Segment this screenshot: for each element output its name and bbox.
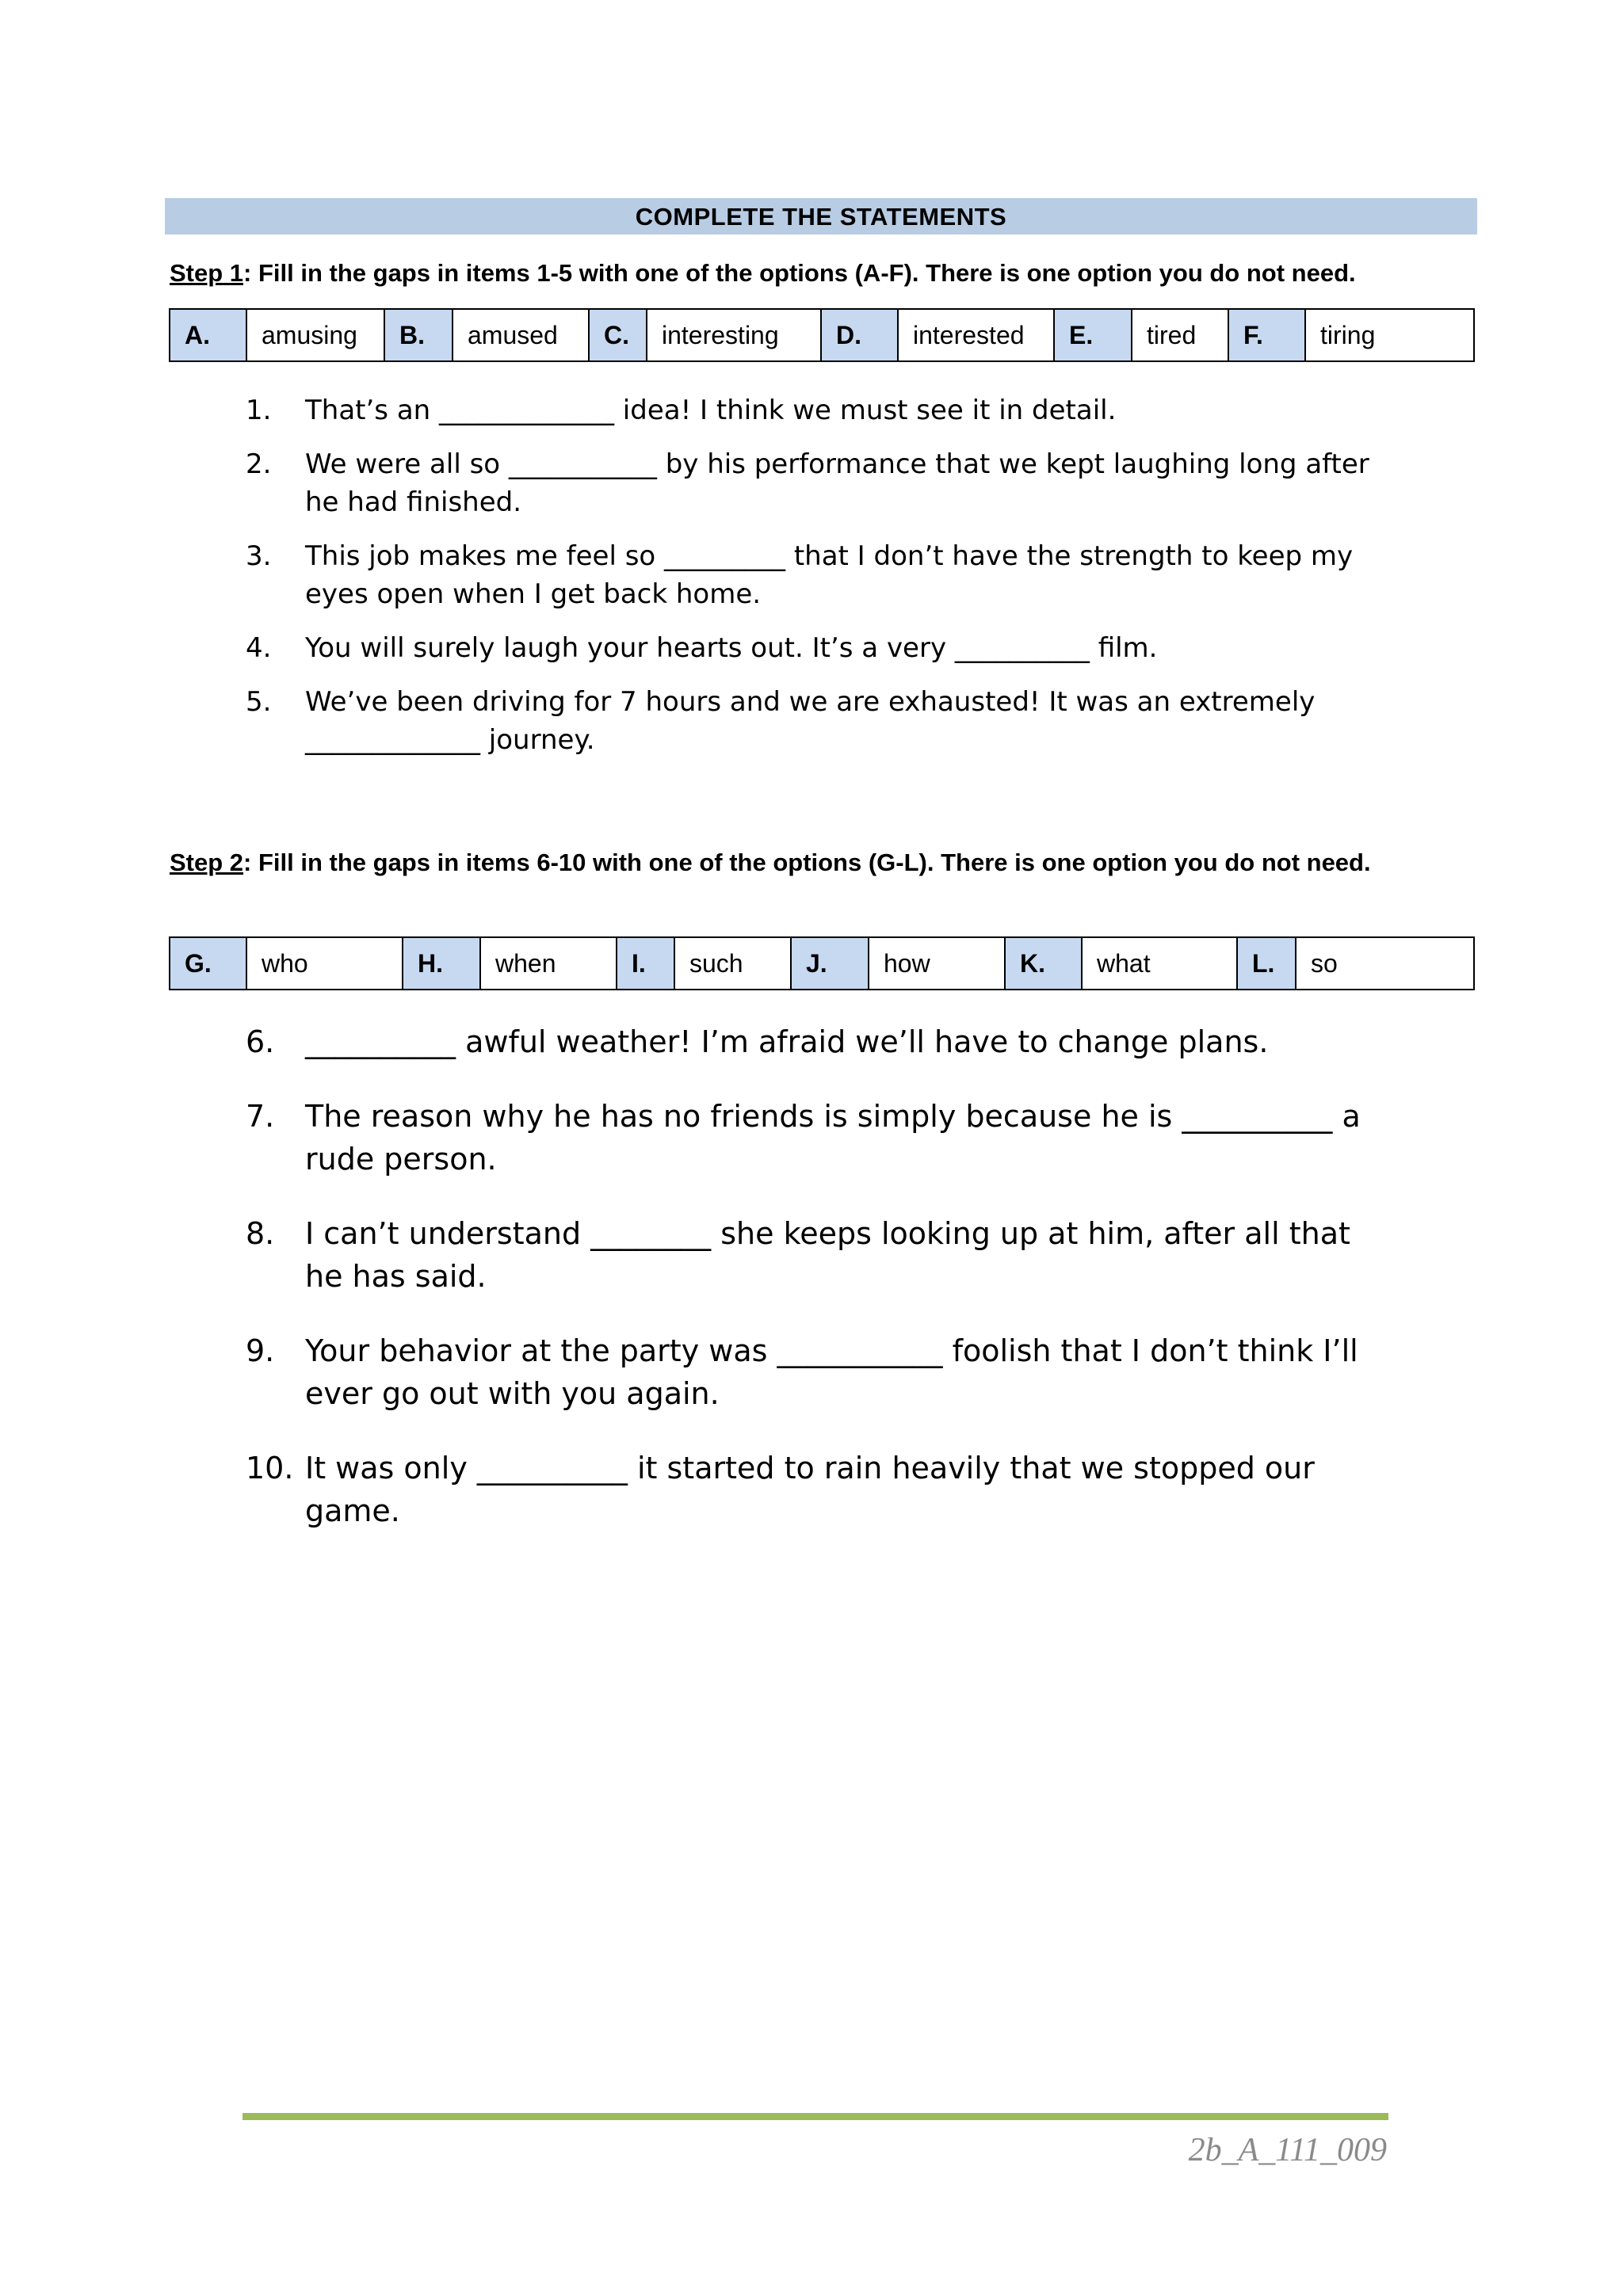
item-number: 8.: [246, 1216, 275, 1251]
step-1-text: : Fill in the gaps in items 1-5 with one of the options (A-F). There is one option you do not need.: [243, 259, 1356, 287]
option-word: amusing: [246, 309, 384, 361]
item-text: I can’t understand ________ she keeps looking up at him, after all that he has said.: [305, 1216, 1350, 1294]
item-number: 4.: [246, 632, 272, 664]
footer-divider: [242, 2113, 1388, 2120]
worksheet-title: COMPLETE THE STATEMENTS: [165, 198, 1477, 235]
list-item: [246, 1212, 1387, 1298]
list-item: [246, 1095, 1387, 1180]
step-1-instruction: [170, 255, 1472, 292]
option-letter: H.: [403, 937, 480, 990]
step-1-label: Step 1: [170, 259, 244, 287]
option-word: tiring: [1305, 309, 1474, 361]
item-number: 5.: [246, 686, 272, 718]
list-item: [246, 1447, 1387, 1532]
list-item: [246, 537, 1387, 613]
option-word: interesting: [647, 309, 821, 361]
option-letter: L.: [1237, 937, 1296, 990]
option-letter: J.: [791, 937, 869, 990]
list-item: [246, 391, 1387, 429]
option-word: when: [480, 937, 617, 990]
list-item: [246, 629, 1387, 667]
item-number: 1.: [246, 395, 272, 426]
option-word: who: [246, 937, 403, 990]
item-text: We’ve been driving for 7 hours and we are exhausted! It was an extremely _____________ journey.: [305, 686, 1316, 756]
option-letter: D.: [821, 309, 898, 361]
option-letter: I.: [617, 937, 674, 990]
option-letter: C.: [589, 309, 647, 361]
item-text: You will surely laugh your hearts out. It’s a very __________ film.: [305, 632, 1158, 664]
item-text: This job makes me feel so _________ that I don’t have the strength to keep my eyes open when I get back home.: [305, 540, 1354, 610]
item-number: 2.: [246, 448, 272, 480]
option-letter: F.: [1228, 309, 1305, 361]
item-text: __________ awful weather! I’m afraid we’ll have to change plans.: [305, 1024, 1269, 1059]
item-number: 9.: [246, 1333, 275, 1368]
items-list-6-10: [246, 1020, 1387, 1564]
item-text: Your behavior at the party was ___________ foolish that I don’t think I’ll ever go out with you again.: [305, 1333, 1358, 1411]
option-word: amused: [453, 309, 589, 361]
options-row: [170, 937, 1474, 990]
list-item: [246, 445, 1387, 521]
item-text: The reason why he has no friends is simply because he is __________ a rude person.: [305, 1099, 1361, 1177]
step-2-instruction: [170, 845, 1472, 881]
item-number: 7.: [246, 1099, 275, 1134]
option-letter: B.: [384, 309, 453, 361]
list-item: [246, 1329, 1387, 1415]
option-letter: K.: [1005, 937, 1082, 990]
option-word: tired: [1132, 309, 1228, 361]
option-word: such: [674, 937, 791, 990]
list-item: [246, 1020, 1387, 1063]
options-row: [170, 309, 1474, 361]
document-code: 2b_A_111_009: [1188, 2132, 1387, 2168]
list-item: [246, 683, 1387, 759]
option-word: so: [1296, 937, 1474, 990]
option-letter: A.: [170, 309, 246, 361]
item-text: That’s an _____________ idea! I think we must see it in detail.: [305, 395, 1117, 426]
item-number: 10.: [246, 1451, 294, 1486]
items-list-1-5: [246, 391, 1387, 775]
options-table-g-l: [169, 936, 1475, 990]
item-number: 6.: [246, 1024, 275, 1059]
step-2-text: : Fill in the gaps in items 6-10 with one of the options (G-L). There is one option you do not need.: [243, 849, 1371, 876]
option-word: interested: [898, 309, 1054, 361]
option-word: how: [869, 937, 1005, 990]
step-2-label: Step 2: [170, 849, 244, 876]
option-letter: G.: [170, 937, 246, 990]
option-word: what: [1082, 937, 1237, 990]
options-table-a-f: [169, 308, 1475, 362]
option-letter: E.: [1054, 309, 1132, 361]
item-text: It was only __________ it started to rain heavily that we stopped our game.: [305, 1451, 1315, 1528]
item-number: 3.: [246, 540, 272, 572]
item-text: We were all so ___________ by his performance that we kept laughing long after he had finished.: [305, 448, 1369, 518]
